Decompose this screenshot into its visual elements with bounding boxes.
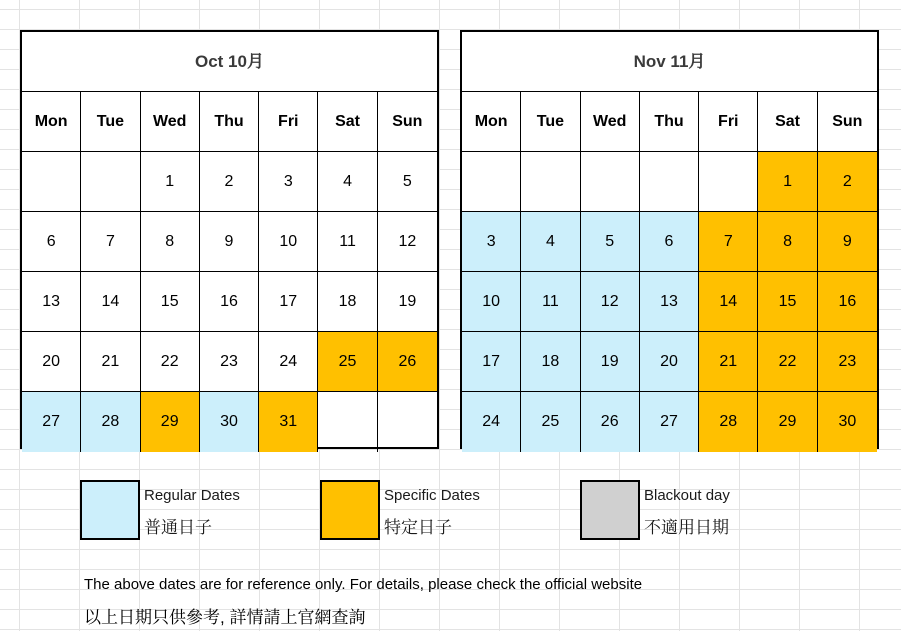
day-cell: 2: [818, 152, 877, 212]
day-cell: 18: [318, 272, 377, 332]
day-cell: 20: [640, 332, 699, 392]
day-cell: 3: [259, 152, 318, 212]
calendar-title: Oct 10月: [22, 32, 437, 92]
calendar-grid: [22, 92, 437, 452]
day-cell: 24: [259, 332, 318, 392]
day-cell: 17: [259, 272, 318, 332]
day-cell: 18: [521, 332, 580, 392]
day-cell: 5: [378, 152, 437, 212]
legend-swatch-blackout: [580, 480, 640, 540]
empty-cell: [640, 152, 699, 212]
legend-label-en: Blackout day: [644, 487, 730, 504]
day-cell: 6: [22, 212, 81, 272]
day-cell: 12: [581, 272, 640, 332]
day-cell: 6: [640, 212, 699, 272]
day-cell: 23: [818, 332, 877, 392]
day-cell: 2: [200, 152, 259, 212]
day-cell: 21: [699, 332, 758, 392]
day-cell: 30: [818, 392, 877, 452]
day-cell: 13: [22, 272, 81, 332]
day-cell: 17: [462, 332, 521, 392]
day-cell: 10: [462, 272, 521, 332]
day-cell: 9: [200, 212, 259, 272]
day-cell: 14: [81, 272, 140, 332]
empty-cell: [581, 152, 640, 212]
legend-label-en: Regular Dates: [144, 487, 240, 504]
day-cell: 19: [378, 272, 437, 332]
empty-cell: [462, 152, 521, 212]
legend-label-zh: 普通日子: [144, 518, 212, 537]
weekday-header: Wed: [141, 92, 200, 152]
day-cell: 21: [81, 332, 140, 392]
weekday-header: Mon: [462, 92, 521, 152]
day-cell: 25: [521, 392, 580, 452]
legend-label-zh: 不適用日期: [644, 518, 729, 537]
day-cell: 1: [758, 152, 817, 212]
day-cell: 28: [81, 392, 140, 452]
day-cell: 10: [259, 212, 318, 272]
day-cell: 23: [200, 332, 259, 392]
empty-cell: [22, 152, 81, 212]
day-cell: 8: [141, 212, 200, 272]
disclaimer-zh: 以上日期只供參考, 詳情請上官網查詢: [84, 608, 366, 627]
day-cell: 9: [818, 212, 877, 272]
day-cell: 8: [758, 212, 817, 272]
day-cell: 16: [818, 272, 877, 332]
day-cell: 5: [581, 212, 640, 272]
empty-cell: [318, 392, 377, 452]
day-cell: 14: [699, 272, 758, 332]
day-cell: 12: [378, 212, 437, 272]
day-cell: 4: [318, 152, 377, 212]
day-cell: 19: [581, 332, 640, 392]
weekday-header: Sun: [378, 92, 437, 152]
weekday-header: Thu: [200, 92, 259, 152]
disclaimer-en: The above dates are for reference only. For details, please check the official website: [84, 576, 643, 593]
calendar-grid: [462, 92, 877, 452]
weekday-header: Mon: [22, 92, 81, 152]
weekday-header: Tue: [81, 92, 140, 152]
day-cell: 24: [462, 392, 521, 452]
day-cell: 28: [699, 392, 758, 452]
day-cell: 27: [640, 392, 699, 452]
day-cell: 3: [462, 212, 521, 272]
day-cell: 22: [141, 332, 200, 392]
calendar-november: [460, 30, 879, 449]
day-cell: 27: [22, 392, 81, 452]
day-cell: 13: [640, 272, 699, 332]
weekday-header: Fri: [699, 92, 758, 152]
day-cell: 29: [141, 392, 200, 452]
calendar-october: [20, 30, 439, 449]
day-cell: 29: [758, 392, 817, 452]
empty-cell: [521, 152, 580, 212]
legend-swatch-regular: [80, 480, 140, 540]
day-cell: 11: [318, 212, 377, 272]
weekday-header: Sat: [318, 92, 377, 152]
weekday-header: Fri: [259, 92, 318, 152]
empty-cell: [699, 152, 758, 212]
day-cell: 20: [22, 332, 81, 392]
day-cell: 30: [200, 392, 259, 452]
day-cell: 26: [581, 392, 640, 452]
weekday-header: Thu: [640, 92, 699, 152]
day-cell: 31: [259, 392, 318, 452]
weekday-header: Sun: [818, 92, 877, 152]
day-cell: 15: [141, 272, 200, 332]
weekday-header: Sat: [758, 92, 817, 152]
legend-label-zh: 特定日子: [384, 518, 452, 537]
weekday-header: Wed: [581, 92, 640, 152]
legend-swatch-specific: [320, 480, 380, 540]
empty-cell: [81, 152, 140, 212]
day-cell: 22: [758, 332, 817, 392]
day-cell: 25: [318, 332, 377, 392]
day-cell: 15: [758, 272, 817, 332]
weekday-header: Tue: [521, 92, 580, 152]
legend-label-en: Specific Dates: [384, 487, 480, 504]
day-cell: 11: [521, 272, 580, 332]
calendar-title: Nov 11月: [462, 32, 877, 92]
empty-cell: [378, 392, 437, 452]
day-cell: 4: [521, 212, 580, 272]
day-cell: 7: [81, 212, 140, 272]
day-cell: 7: [699, 212, 758, 272]
day-cell: 16: [200, 272, 259, 332]
day-cell: 1: [141, 152, 200, 212]
day-cell: 26: [378, 332, 437, 392]
